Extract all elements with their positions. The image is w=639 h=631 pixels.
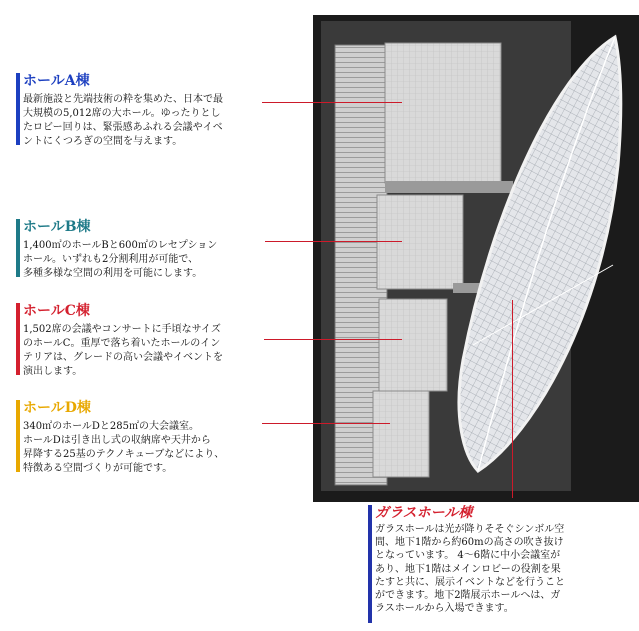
hall-a-line-4: ントにくつろぎの空間を与えます。 [23, 136, 183, 147]
hall-a-line-2: 大規模の5,012席の大ホール。ゆったりとし [23, 108, 221, 119]
glass-hall-line-1: ガラスホールは光が降りそそぐシンボル空 [375, 524, 565, 535]
hall-d-title: ホールD棟 [23, 400, 91, 416]
hall-d-line-2: ホールDは引き出し式の収納席や天井から [23, 435, 211, 446]
hall-b-title: ホールB棟 [23, 219, 91, 235]
building-model-photo [313, 15, 639, 502]
hall-d-line-4: 特徴ある空間づくりが可能です。 [23, 463, 173, 474]
hall-a-title: ホールA棟 [23, 73, 90, 89]
glass-hall-leader [512, 300, 513, 498]
glass-hall-line-2: 間、地下1階から約60mの高さの吹き抜け [375, 537, 564, 549]
hall-c-bar [16, 303, 20, 375]
hall-c-line-2: のホールC。重厚で落ち着いたホールのイン [23, 338, 221, 349]
glass-hall-line-5: たすと共に、展示イベントなどを行うこと [375, 576, 565, 588]
glass-hall-bar [368, 505, 372, 623]
hall-b-line-3: 多種多様な空間の利用を可能にします。 [23, 268, 203, 279]
glass-hall-line-6: ができます。地下2階展示ホールへは、ガ [375, 590, 561, 602]
hall-d-line-1: 340㎡のホールDと285㎡の大会議室。 [23, 421, 199, 432]
hall-b-bar [16, 219, 20, 277]
hall-b-line-2: ホール。いずれも2分割利用が可能で、 [23, 254, 199, 265]
hall-c-line-3: テリアは、グレードの高い会議やイベントを [23, 352, 223, 363]
hall-a-line-3: たロビー回りは、緊張感あふれる会議やイベ [23, 122, 223, 133]
hall-d-bar [16, 400, 20, 472]
hall-d-description [23, 420, 224, 476]
hall-d-leader [262, 423, 390, 424]
hall-c-leader [264, 339, 402, 340]
hall-c-line-4: 演出します。 [23, 366, 83, 377]
hall-c-title: ホールC棟 [23, 303, 90, 319]
glass-hall-description [375, 523, 565, 615]
glass-hall-title: ガラスホール棟 [375, 505, 473, 521]
glass-hall-line-7: ラスホールから入場できます。 [375, 603, 514, 615]
hall-c-description [23, 323, 223, 379]
hall-b-leader [265, 241, 402, 242]
hall-c-line-1: 1,502席の会議やコンサートに手頃なサイズ [23, 324, 221, 335]
hall-d-block [16, 400, 306, 472]
hall-b-block [16, 219, 306, 277]
glass-hall-line-3: となっています。 4～6階に中小会議室が [375, 550, 561, 562]
hall-a-block [16, 73, 306, 145]
glass-hall-line-4: あり、地下1階はメインロビーの役割を果 [375, 563, 561, 575]
glass-hall-block [368, 505, 634, 625]
hall-b-line-1: 1,400㎡のホールBと600㎡のレセプション [23, 240, 218, 251]
hall-a-description [23, 93, 223, 149]
hall-c-block [16, 303, 306, 375]
hall-a-leader [262, 102, 402, 103]
hall-d-line-3: 昇降する25基のテクノキューブなどにより、 [23, 449, 225, 460]
hall-b-description [23, 239, 217, 281]
hall-a-bar [16, 73, 20, 145]
hall-a-line-1: 最新施設と先端技術の粋を集めた、日本で最 [23, 94, 223, 105]
